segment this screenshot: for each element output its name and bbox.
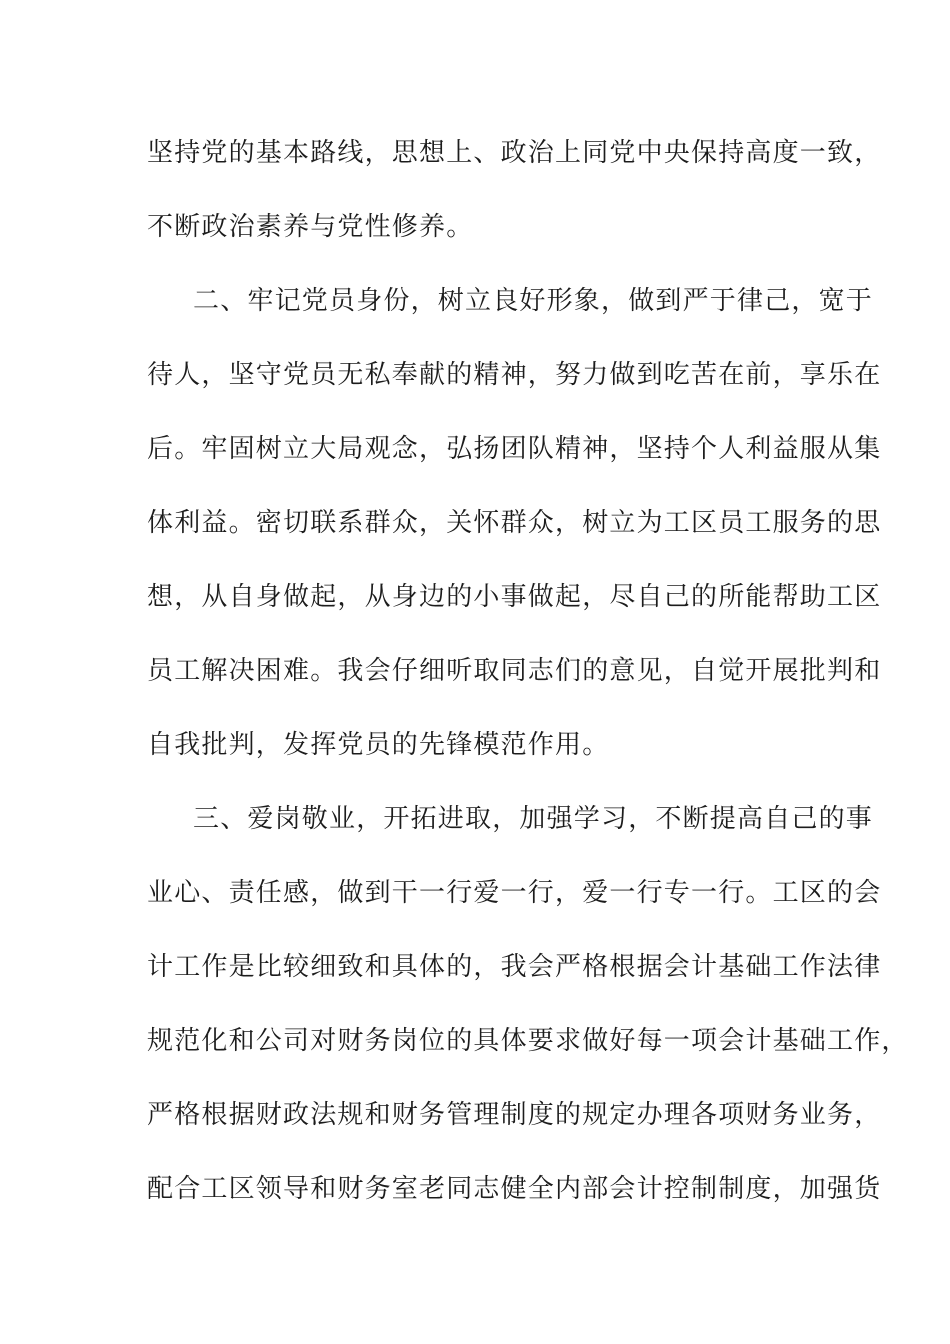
paragraph-heading-line: 二、牢记党员身份，树立良好形象，做到严于律己，宽于 — [193, 286, 874, 316]
text-line: 想，从自身做起，从身边的小事做起，尽自己的所能帮助工区 — [147, 582, 882, 612]
text-line: 计工作是比较细致和具体的，我会严格根据会计基础工作法律 — [147, 952, 882, 982]
text-line: 后。牢固树立大局观念，弘扬团队精神，坚持个人利益服从集 — [147, 434, 882, 464]
text-line: 体利益。密切联系群众，关怀群众，树立为工区员工服务的思 — [147, 508, 882, 538]
paragraph-heading-line: 三、爱岗敬业，开拓进取，加强学习，不断提高自己的事 — [193, 804, 874, 834]
text-line: 员工解决困难。我会仔细听取同志们的意见，自觉开展批判和 — [147, 656, 882, 686]
text-line: 坚持党的基本路线，思想上、政治上同党中央保持高度一致， — [147, 138, 882, 168]
text-line: 自我批判，发挥党员的先锋模范作用。 — [147, 730, 610, 760]
text-line: 严格根据财政法规和财务管理制度的规定办理各项财务业务， — [147, 1100, 882, 1130]
text-line: 配合工区领导和财务室老同志健全内部会计控制制度，加强货 — [147, 1174, 882, 1204]
text-line: 不断政治素养与党性修养。 — [147, 212, 474, 242]
text-line: 业心、责任感，做到干一行爱一行，爱一行专一行。工区的会 — [147, 878, 882, 908]
text-line: 规范化和公司对财务岗位的具体要求做好每一项会计基础工作， — [147, 1026, 909, 1056]
text-line: 待人，坚守党员无私奉献的精神，努力做到吃苦在前，享乐在 — [147, 360, 882, 390]
